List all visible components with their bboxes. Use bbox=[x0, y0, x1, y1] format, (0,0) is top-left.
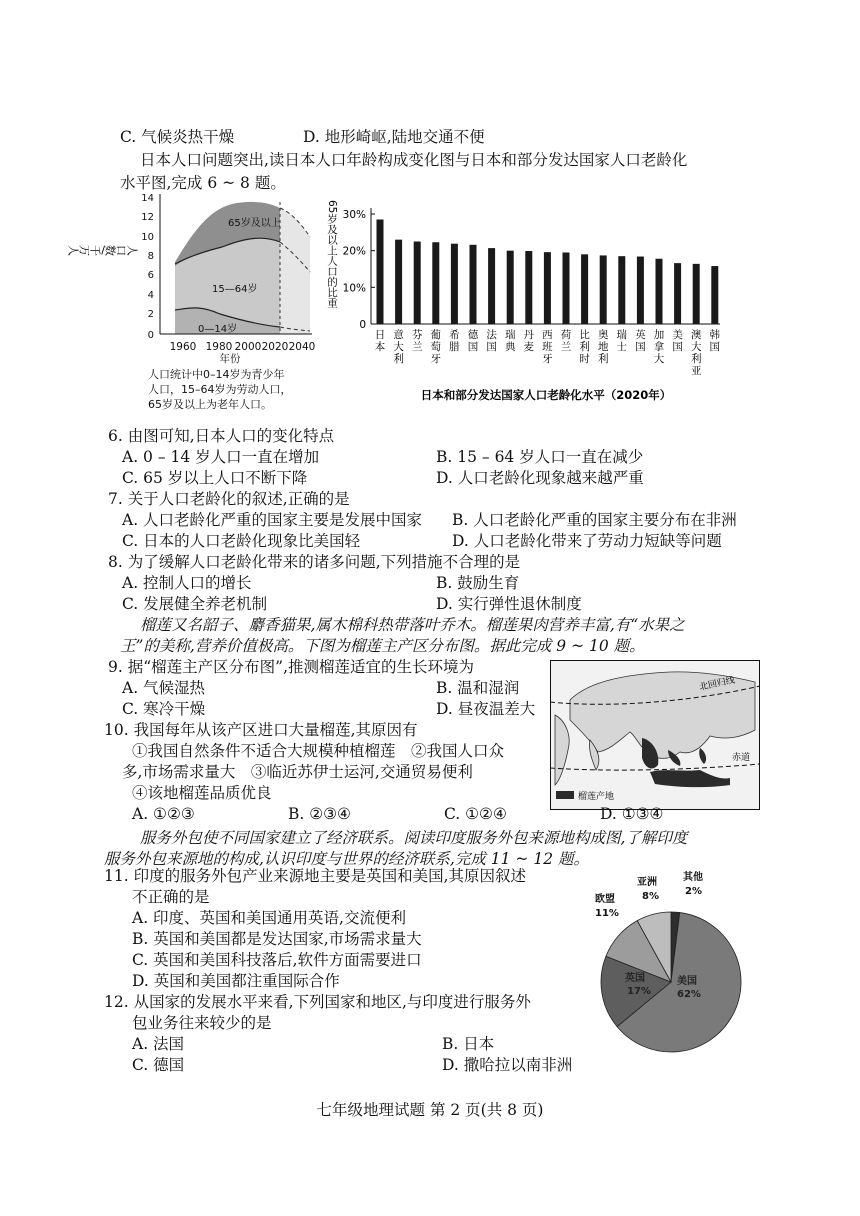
q9-stem: 9. 据“榴莲主产区分布图”,推测榴莲适宜的生长环境为 bbox=[108, 658, 474, 676]
q11-option-a[interactable]: A. 印度、英国和美国通用英语,交流便利 bbox=[132, 909, 406, 927]
bar-category-label: 芬兰 bbox=[411, 329, 423, 353]
q11-option-c[interactable]: C. 英国和美国科技落后,软件方面需要进口 bbox=[132, 951, 422, 969]
bar-category-label: 意大利 bbox=[393, 329, 404, 365]
x-tick: 2000 bbox=[234, 341, 262, 353]
bar-category-label: 英国 bbox=[635, 329, 646, 353]
bar-y-tick: 20% bbox=[342, 245, 366, 258]
q10-option-d[interactable]: D. ①③④ bbox=[600, 805, 664, 823]
legend-label: 榴莲产地 bbox=[578, 792, 615, 802]
intro-6-8-line2: 水平图,完成 6 ~ 8 题。 bbox=[120, 174, 286, 192]
pie-label-asia-value: 8% bbox=[642, 891, 659, 902]
bar-category-label: 澳大利亚 bbox=[690, 329, 702, 377]
bar-意大利 bbox=[395, 240, 402, 324]
q11-option-b[interactable]: B. 英国和美国都是发达国家,市场需求量大 bbox=[132, 930, 422, 948]
bar-chart-ylabel: 65岁及以上人口的比重 bbox=[326, 200, 338, 308]
bar-y-tick: 0 bbox=[359, 319, 366, 331]
q12-stem-line2: 包业务往来较少的是 bbox=[132, 1014, 272, 1032]
pie-label-uk-value: 17% bbox=[627, 986, 651, 997]
band-label-work: 15—64岁 bbox=[212, 284, 258, 295]
y-tick: 2 bbox=[147, 309, 154, 320]
equator-label: 赤道 bbox=[732, 753, 751, 763]
q6-stem: 6. 由图可知,日本人口的变化特点 bbox=[108, 427, 335, 445]
bar-丹麦 bbox=[525, 251, 532, 324]
pie-label-us-name: 美国 bbox=[677, 976, 697, 987]
q9-option-b[interactable]: B. 温和湿润 bbox=[436, 679, 520, 697]
tropic-label: 北回归线 bbox=[698, 675, 736, 693]
y-tick: 8 bbox=[147, 251, 154, 262]
q10-option-b[interactable]: B. ②③④ bbox=[288, 805, 351, 823]
bar-category-label: 德国 bbox=[467, 329, 479, 353]
y-tick: 0 bbox=[147, 330, 154, 341]
bar-category-label: 韩国 bbox=[709, 329, 721, 353]
bar-category-label: 丹麦 bbox=[523, 329, 535, 353]
q7-option-c[interactable]: C. 日本的人口老龄化现象比美国轻 bbox=[122, 532, 361, 550]
bar-category-label: 瑞典 bbox=[504, 329, 516, 353]
bar-奥地利 bbox=[600, 255, 607, 324]
y-tick: 10 bbox=[141, 232, 154, 243]
bar-category-label: 葡萄牙 bbox=[430, 329, 442, 365]
legend-swatch bbox=[556, 791, 574, 799]
intro-6-8-line1: 日本人口问题突出,读日本人口年龄构成变化图与日本和部分发达国家人口老龄化 bbox=[140, 151, 688, 169]
ageing-level-bar-chart bbox=[328, 198, 728, 408]
q12-option-b[interactable]: B. 日本 bbox=[442, 1035, 495, 1053]
pie-label-asia-name: 亚洲 bbox=[637, 877, 657, 888]
bar-韩国 bbox=[711, 266, 718, 324]
q7-option-b[interactable]: B. 人口老龄化严重的国家主要分布在非洲 bbox=[452, 511, 737, 529]
pie-label-uk-name: 英国 bbox=[625, 973, 645, 984]
pie-label-us-value: 62% bbox=[677, 989, 701, 1000]
bar-英国 bbox=[637, 257, 644, 324]
bar-瑞士 bbox=[618, 256, 625, 324]
q7-option-d[interactable]: D. 人口老龄化带来了劳动力短缺等问题 bbox=[452, 532, 722, 550]
q6-option-b[interactable]: B. 15 – 64 岁人口一直在减少 bbox=[436, 448, 644, 466]
q8-stem: 8. 为了缓解人口老龄化带来的诸多问题,下列措施不合理的是 bbox=[108, 553, 521, 571]
q11-stem-line1: 11. 印度的服务外包产业来源地主要是英国和美国,其原因叙述 bbox=[104, 867, 527, 885]
band-label-old: 65岁及以上 bbox=[228, 218, 281, 229]
figure-note-line3: 65岁及以上为老年人口。 bbox=[148, 398, 272, 411]
x-tick: 2040 bbox=[288, 341, 316, 353]
x-tick: 1960 bbox=[169, 341, 197, 353]
y-tick: 12 bbox=[141, 212, 154, 223]
q10-option-c[interactable]: C. ①②④ bbox=[444, 805, 507, 823]
bar-希腊 bbox=[451, 244, 458, 324]
bar-y-tick: 10% bbox=[342, 282, 366, 295]
bar-category-label: 比利时 bbox=[579, 329, 590, 365]
q6-option-d[interactable]: D. 人口老龄化现象越来越严重 bbox=[436, 469, 644, 487]
q10-statement-line3: ④该地榴莲品质优良 bbox=[132, 784, 272, 802]
q10-stem: 10. 我国每年从该产区进口大量榴莲,其原因有 bbox=[104, 721, 418, 739]
svg-text:人口数/千万人: 人口数/千万人 bbox=[68, 243, 138, 257]
q12-stem-line1: 12. 从国家的发展水平来看,下列国家和地区,与印度进行服务外 bbox=[104, 993, 531, 1011]
bar-葡萄牙 bbox=[432, 242, 439, 324]
x-tick: 1980 bbox=[205, 341, 233, 353]
q7-option-a[interactable]: A. 人口老龄化严重的国家主要是发展中国家 bbox=[122, 511, 423, 529]
bar-category-label: 美国 bbox=[672, 329, 683, 353]
q11-stem-line2: 不正确的是 bbox=[132, 888, 210, 906]
option-c-prev: C. 气候炎热干燥 bbox=[120, 128, 235, 146]
q12-option-c[interactable]: C. 德国 bbox=[132, 1056, 185, 1074]
bar-category-label: 法国 bbox=[486, 329, 497, 353]
q12-option-d[interactable]: D. 撒哈拉以南非洲 bbox=[442, 1056, 573, 1074]
q11-option-d[interactable]: D. 英国和美国都注重国际合作 bbox=[132, 972, 340, 990]
band-label-young: 0—14岁 bbox=[198, 324, 238, 335]
q12-option-a[interactable]: A. 法国 bbox=[132, 1035, 185, 1053]
y-tick: 6 bbox=[147, 270, 154, 281]
y-tick: 4 bbox=[147, 290, 154, 301]
x-axis-label: 年份 bbox=[219, 353, 241, 365]
bar-西班牙 bbox=[544, 252, 551, 324]
bar-category-label: 瑞士 bbox=[616, 329, 628, 353]
q7-stem: 7. 关于人口老龄化的叙述,正确的是 bbox=[108, 490, 350, 508]
page-footer: 七年级地理试题 第 2 页(共 8 页) bbox=[316, 1101, 544, 1119]
bar-category-label: 加拿大 bbox=[653, 329, 665, 365]
figure-note-line2: 人口，15–64岁为劳动人口， bbox=[148, 383, 292, 396]
x-tick: 2020 bbox=[261, 341, 289, 353]
q10-statement-line2: 多,市场需求量大 ③临近苏伊士运河,交通贸易便利 bbox=[122, 763, 473, 781]
q9-option-d[interactable]: D. 昼夜温差大 bbox=[436, 700, 536, 718]
bar-澳大利亚 bbox=[693, 264, 700, 324]
intro-11-12-line2: 服务外包来源地的构成,认识印度与世界的经济联系,完成 11 ~ 12 题。 bbox=[104, 850, 589, 868]
bar-加拿大 bbox=[656, 259, 663, 324]
q8-option-c[interactable]: C. 发展健全养老机制 bbox=[122, 595, 268, 613]
intro-11-12-line1: 服务外包使不同国家建立了经济联系。阅读印度服务外包来源地构成图,了解印度 bbox=[140, 829, 688, 847]
pie-label-other-name: 其他 bbox=[683, 872, 703, 883]
bar-荷兰 bbox=[563, 253, 570, 325]
q6-option-c[interactable]: C. 65 岁以上人口不断下降 bbox=[122, 469, 308, 487]
bar-y-tick: 30% bbox=[342, 209, 366, 221]
bar-德国 bbox=[470, 245, 477, 324]
q10-statement-line1: ①我国自然条件不适合大规模种植榴莲 ②我国人口众 bbox=[132, 742, 505, 760]
durian-distribution-map bbox=[550, 660, 760, 810]
bar-category-label: 日本 bbox=[374, 329, 386, 353]
population-age-chart bbox=[68, 192, 325, 414]
bar-chart-title: 日本和部分发达国家人口老龄化水平（2020年） bbox=[420, 388, 672, 402]
pie-label-eu-value: 11% bbox=[595, 908, 619, 919]
option-d-prev: D. 地形崎岖,陆地交通不便 bbox=[303, 128, 485, 146]
bar-比利时 bbox=[581, 254, 588, 324]
q6-option-a[interactable]: A. 0 – 14 岁人口一直在增加 bbox=[122, 448, 320, 466]
pie-label-eu-name: 欧盟 bbox=[595, 894, 615, 905]
y-axis-label bbox=[68, 244, 138, 257]
q8-option-d[interactable]: D. 实行弹性退休制度 bbox=[436, 595, 582, 613]
bar-category-label: 希腊 bbox=[449, 329, 460, 353]
q8-option-a[interactable]: A. 控制人口的增长 bbox=[122, 574, 252, 592]
bar-category-label: 奥地利 bbox=[597, 329, 609, 365]
bar-美国 bbox=[674, 263, 681, 324]
bar-category-label: 荷兰 bbox=[560, 329, 572, 353]
bar-法国 bbox=[488, 248, 495, 324]
intro-9-10-line1: 榴莲又名韶子、麝香猫果,属木棉科热带落叶乔木。榴莲果肉营养丰富,有“水果之 bbox=[140, 616, 685, 634]
intro-9-10-line2: 王”的美称,营养价值极高。下图为榴莲主产区分布图。据此完成 9 ~ 10 题。 bbox=[120, 637, 645, 655]
q10-option-a[interactable]: A. ①②③ bbox=[132, 805, 195, 823]
q9-option-c[interactable]: C. 寒冷干燥 bbox=[122, 700, 206, 718]
y-tick: 14 bbox=[141, 193, 154, 204]
bar-芬兰 bbox=[414, 242, 421, 325]
q8-option-b[interactable]: B. 鼓励生育 bbox=[436, 574, 520, 592]
bar-category-label: 西班牙 bbox=[542, 329, 553, 365]
bar-日本 bbox=[377, 220, 384, 325]
bar-瑞典 bbox=[507, 251, 514, 324]
q9-option-a[interactable]: A. 气候湿热 bbox=[122, 679, 206, 697]
pie-label-other-value: 2% bbox=[685, 886, 702, 897]
figure-note-line1: 人口统计中0–14岁为青少年 bbox=[148, 368, 285, 381]
outsourcing-source-pie-chart bbox=[585, 866, 760, 1061]
